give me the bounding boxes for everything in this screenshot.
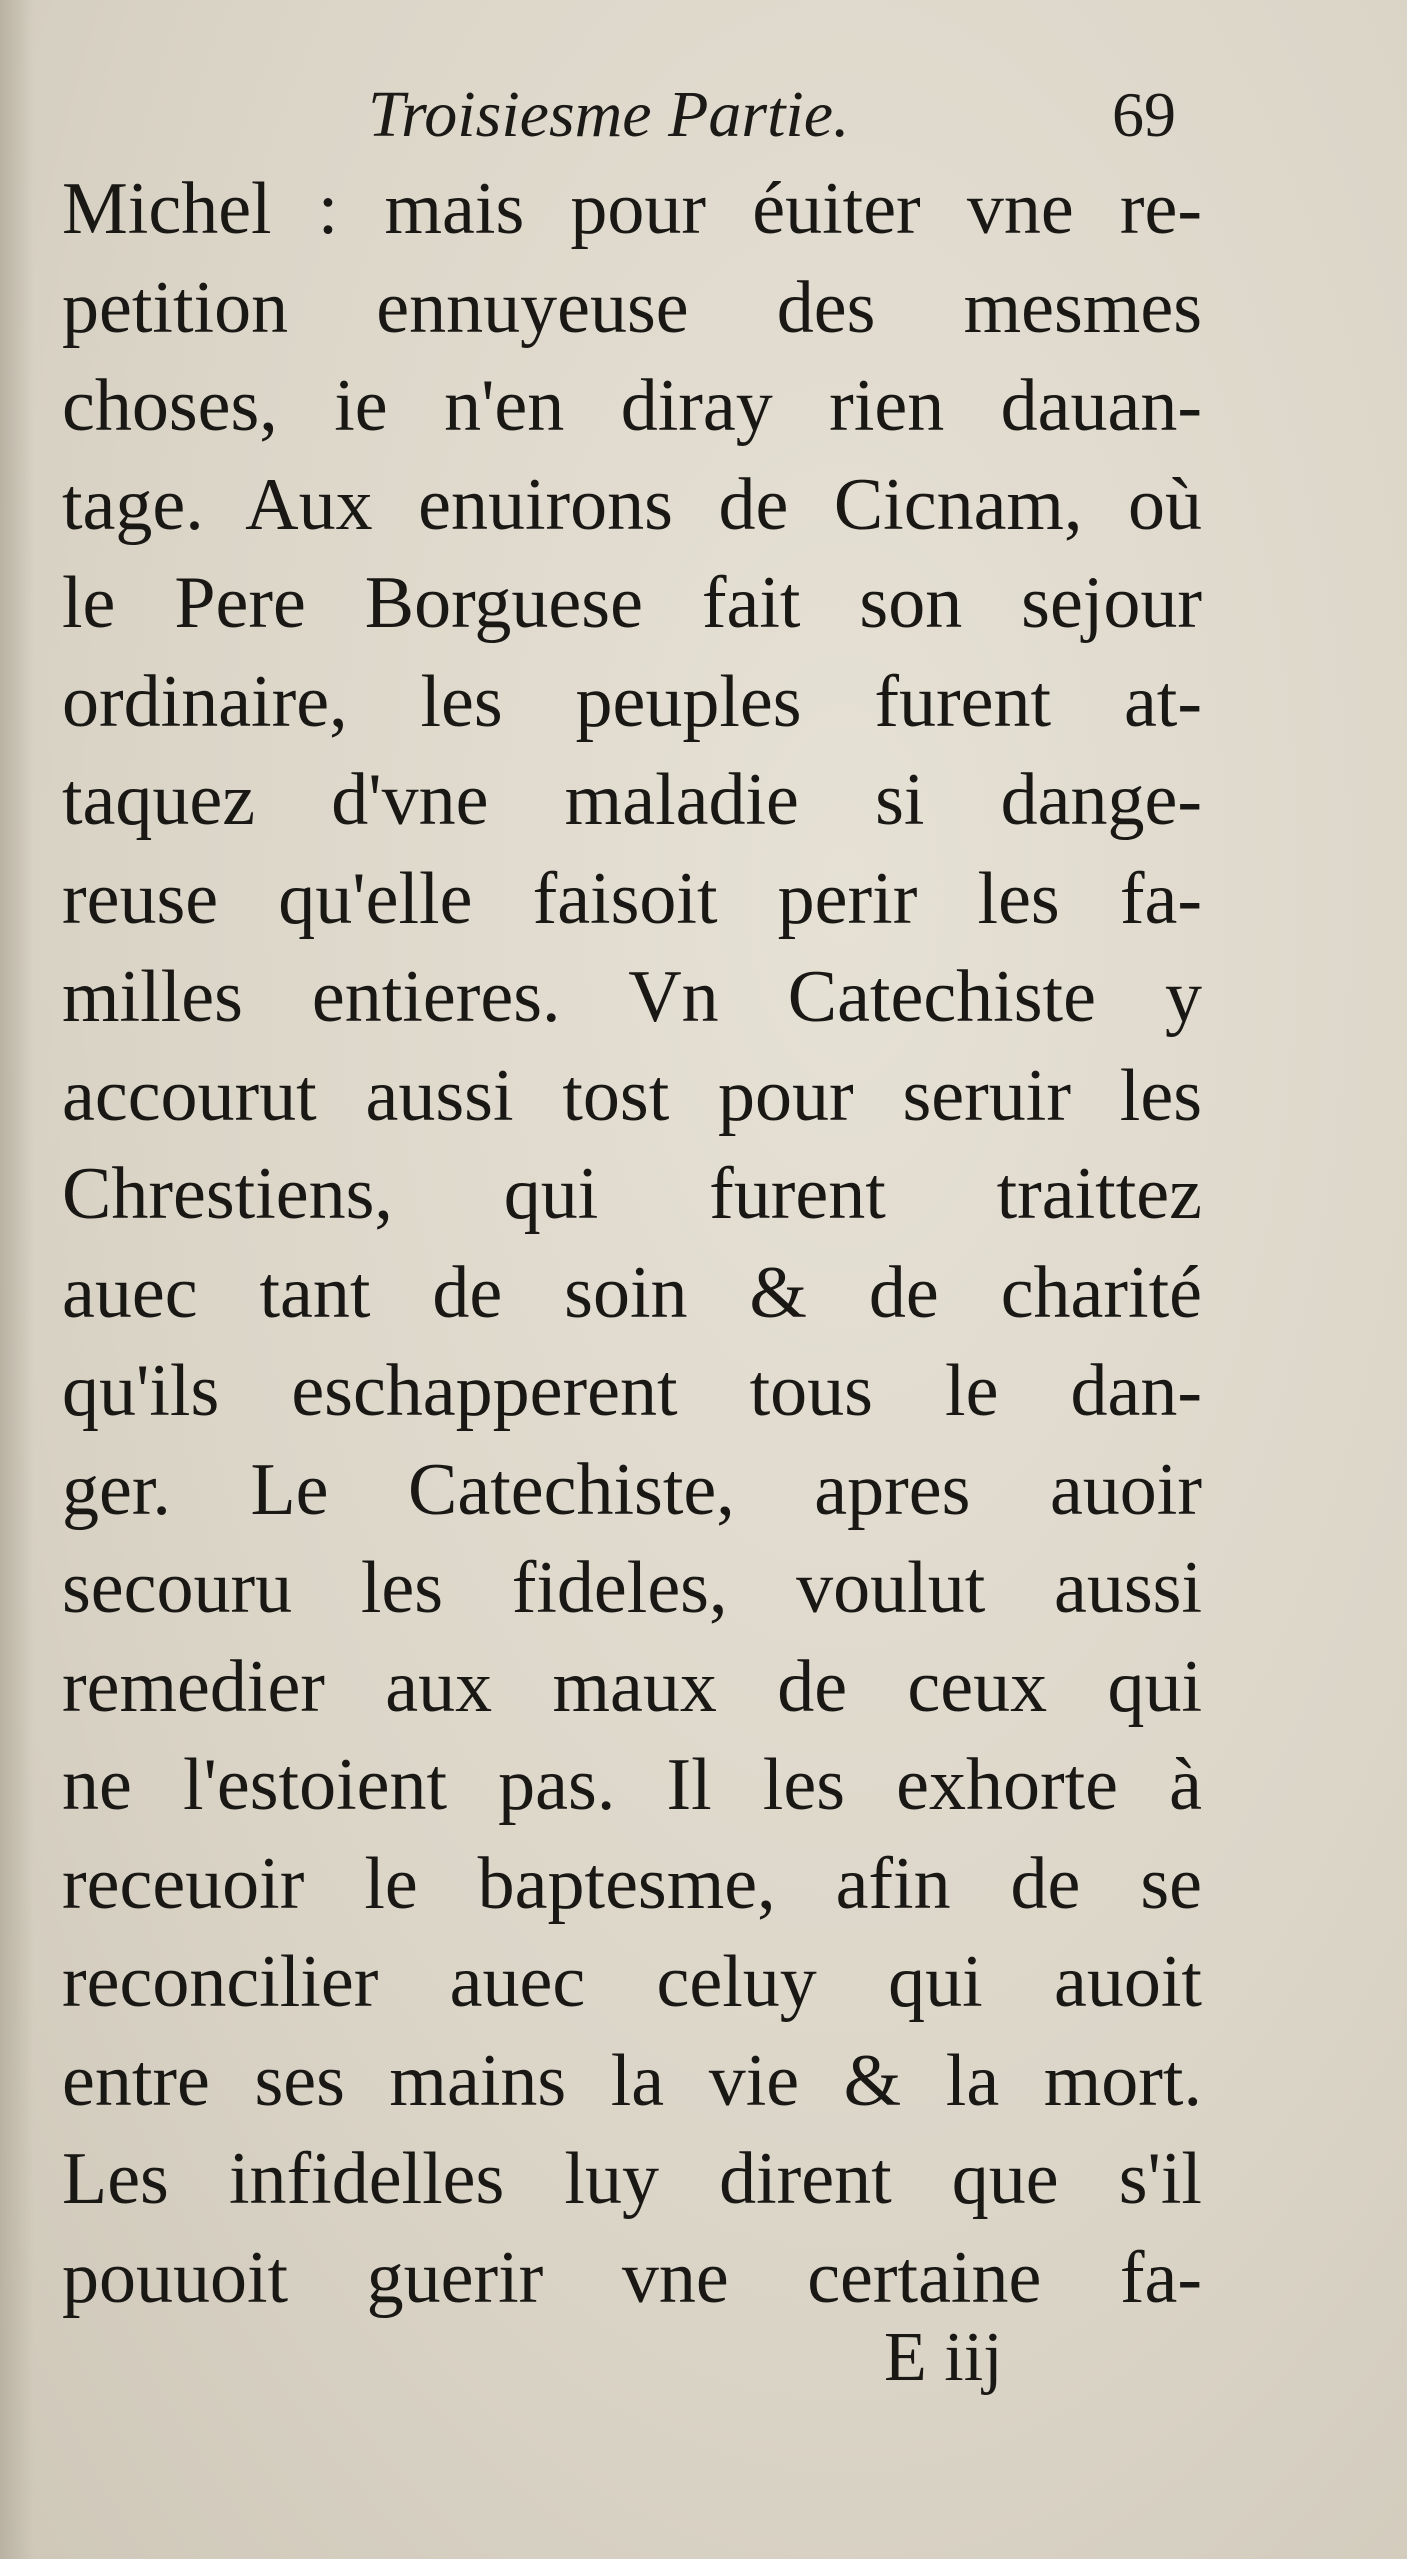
text-line: taquez d'vne maladie si dange- <box>62 759 1202 841</box>
gutter-shadow <box>0 0 34 2559</box>
text-line: Michel : mais pour éuiter vne re- <box>62 168 1202 250</box>
text-line: entre ses mains la vie & la mort. <box>62 2039 1202 2122</box>
running-head <box>0 70 1407 160</box>
text-line: petition ennuyeuse des mesmes <box>62 266 1202 349</box>
text-line: auec tant de soin & de charité <box>62 1251 1202 1334</box>
text-line: qu'ils eschapperent tous le dan- <box>62 1350 1202 1432</box>
text-line: tage. Aux enuirons de Cicnam, où <box>62 463 1202 546</box>
text-line: ger. Le Catechiste, apres auoir <box>62 1448 1202 1531</box>
text-line: ne l'estoient pas. Il les exhorte à <box>62 1744 1202 1826</box>
running-head-title: Troisiesme Partie. <box>368 78 850 151</box>
page-number: 69 <box>1112 79 1176 150</box>
text-line: secouru les fideles, voulut aussi <box>62 1547 1202 1629</box>
text-line: Chrestiens, qui furent traittez <box>62 1153 1202 1235</box>
body-text <box>62 160 1202 2327</box>
text-line: remedier aux maux de ceux qui <box>62 1645 1202 1728</box>
signature-mark: E iij <box>884 2319 1003 2396</box>
text-line: milles entieres. Vn Catechiste y <box>62 956 1202 1038</box>
text-line: reconcilier auec celuy qui auoit <box>62 1941 1202 2023</box>
text-line: receuoir le baptesme, afin de se <box>62 1842 1202 1925</box>
text-line: Les infidelles luy dirent que s'il <box>62 2138 1202 2220</box>
text-line: choses, ie n'en diray rien dauan- <box>62 365 1202 447</box>
text-line: reuse qu'elle faisoit perir les fa- <box>62 857 1202 940</box>
text-line: le Pere Borguese fait son sejour <box>62 562 1202 644</box>
text-line: pouuoit guerir vne certaine fa- <box>62 2236 1202 2319</box>
text-line: ordinaire, les peuples furent at- <box>62 660 1202 743</box>
text-line: accourut aussi tost pour seruir les <box>62 1054 1202 1137</box>
